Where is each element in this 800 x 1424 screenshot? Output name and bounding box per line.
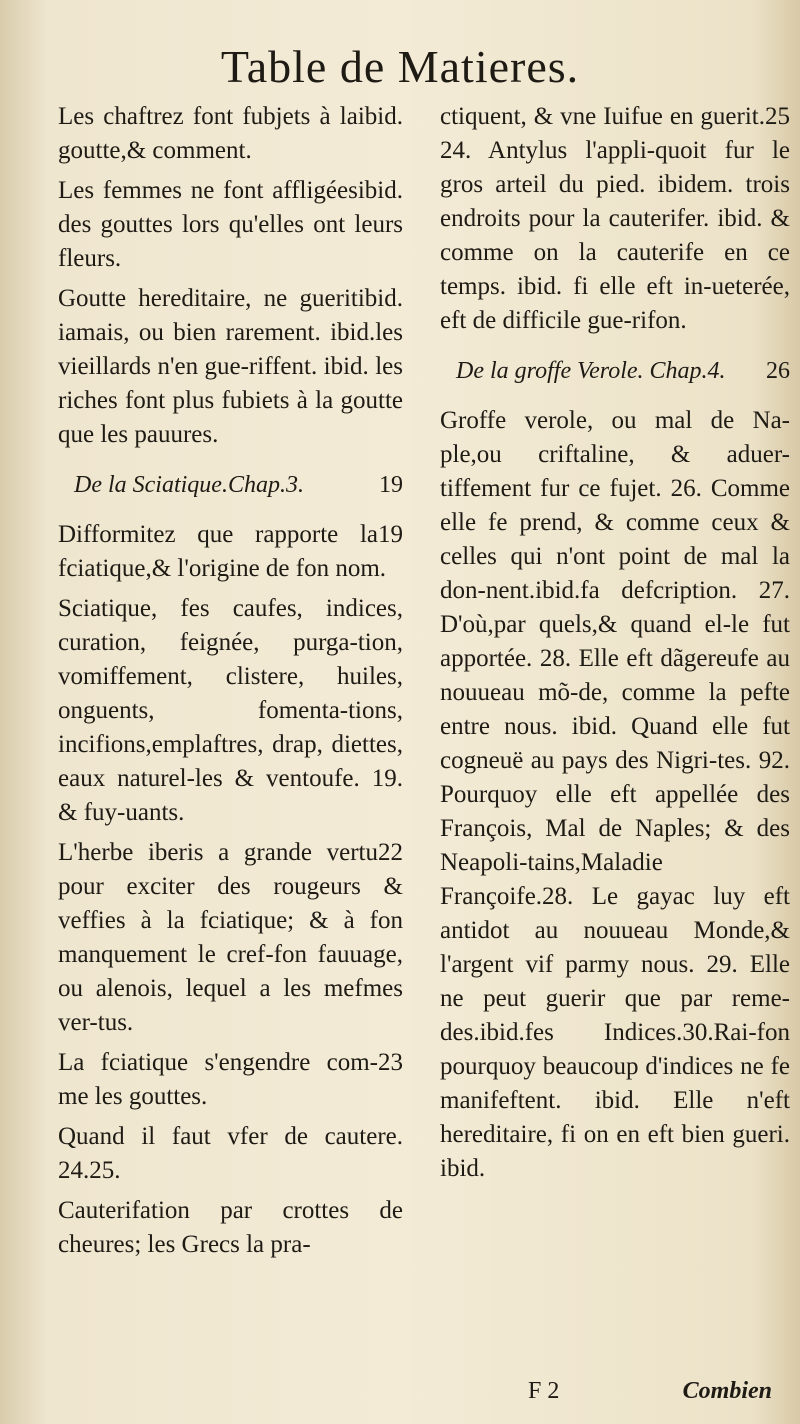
index-entry — [440, 100, 790, 338]
chapter-heading — [456, 354, 790, 388]
index-entry — [58, 1046, 403, 1114]
index-entry — [440, 404, 790, 1186]
page-reference: 23 — [378, 1049, 403, 1076]
entry-text: L'herbe iberis a grande vertu pour exciter des rougeurs & veffies à la fciatique; & à fon manquement le cref-fon fauuage, ou alenois, lequel a les mefmes ver-tus. — [58, 839, 403, 1036]
catchword: Combien — [682, 1378, 772, 1404]
heading-text: De la Sciatique.Chap.3. — [74, 472, 304, 498]
page-reference: ibid. — [357, 103, 403, 130]
entry-text: La fciatique s'engendre com-me les gouttes. — [58, 1049, 378, 1110]
entry-text: Cauterifation par crottes de cheures; les Grecs la pra- — [58, 1197, 403, 1258]
index-entry — [58, 1120, 403, 1188]
index-entry — [58, 592, 403, 830]
entry-text: Sciatique, fes caufes, indices, curation, feignée, purga-tion, vomiffement, clistere, huiles, onguents, fomenta-tions, incifions,emplaftres, drap, diettes, eaux naturel-les & ventoufe. 19. & fuy-uants. — [58, 595, 403, 826]
page-reference: 19 — [379, 472, 403, 498]
page-reference: ibid. — [357, 177, 403, 204]
entry-text: ctiquent, & vne Iuifue en guerit. 24. Antylus l'appli-quoit fur le gros arteil du pied. ibidem. trois endroits pour la cauterifer. ibid. & comme on la cauterife en ce temps. ibid. fi elle eft in-ueterée, eft de difficile gue-rifon. — [440, 103, 790, 334]
page-reference: 22 — [378, 839, 403, 866]
left-column — [58, 100, 403, 1268]
entry-text: Groffe verole, ou mal de Na-ple,ou criftaline, & aduer-tiffement fur ce fujet. 26. Comme elle fe prend, & comme ceux & celles qui n'ont point de mal la don-nent.ibid.fa defcription. 27. D'où,par quels,& quand el-le fut apportée. 28. Elle eft dãgereufe au nouueau mõ-de, comme la pefte entre nous. ibid. Quand elle fut cogneuë au pays des Nigri-tes. 92. Pourquoy elle eft appellée des François, Mal de Naples; & des Neapoli-tains,Maladie Françoife.28. Le gayac luy eft antidot au nouueau Monde,& l'argent vif parmy nous. 29. Elle ne peut guerir que par reme-des.ibid.fes Indices.30.Rai-fon pourquoy beaucoup d'indices ne fe manifeftent. ibid. Elle n'eft hereditaire, fi on en eft bien gueri. ibid. — [440, 407, 790, 1182]
page-reference: 25 — [765, 103, 790, 130]
page-reference: 19 — [378, 521, 403, 548]
index-entry — [58, 836, 403, 1040]
right-column — [440, 100, 790, 1192]
page-reference: 26 — [766, 358, 790, 384]
page-title: Table de Matieres. — [220, 41, 580, 92]
page-reference: ibid. — [357, 285, 403, 312]
entry-text: Goutte hereditaire, ne guerit iamais, ou bien rarement. ibid.les vieillards n'en gue-riffent. ibid. les riches font plus fubiets à la goutte que les pauures. — [58, 285, 403, 448]
entry-text: Quand il faut vfer de cautere. 24.25. — [58, 1123, 403, 1184]
entry-text: Difformitez que rapporte la fciatique,& l'origine de fon nom. — [58, 521, 387, 582]
entry-text: Les femmes ne font affligées des gouttes lors qu'elles ont leurs fleurs. — [58, 177, 403, 272]
heading-text: De la groffe Verole. Chap.4. — [456, 358, 726, 384]
index-entry — [58, 1194, 403, 1262]
entry-text: Les chaftrez font fubjets à la goutte,& comment. — [58, 103, 358, 164]
chapter-heading — [74, 468, 403, 502]
index-entry — [58, 518, 403, 586]
index-entry — [58, 174, 403, 276]
signature-mark: F 2 — [528, 1378, 560, 1404]
index-entry — [58, 282, 403, 452]
index-entry — [58, 100, 403, 168]
